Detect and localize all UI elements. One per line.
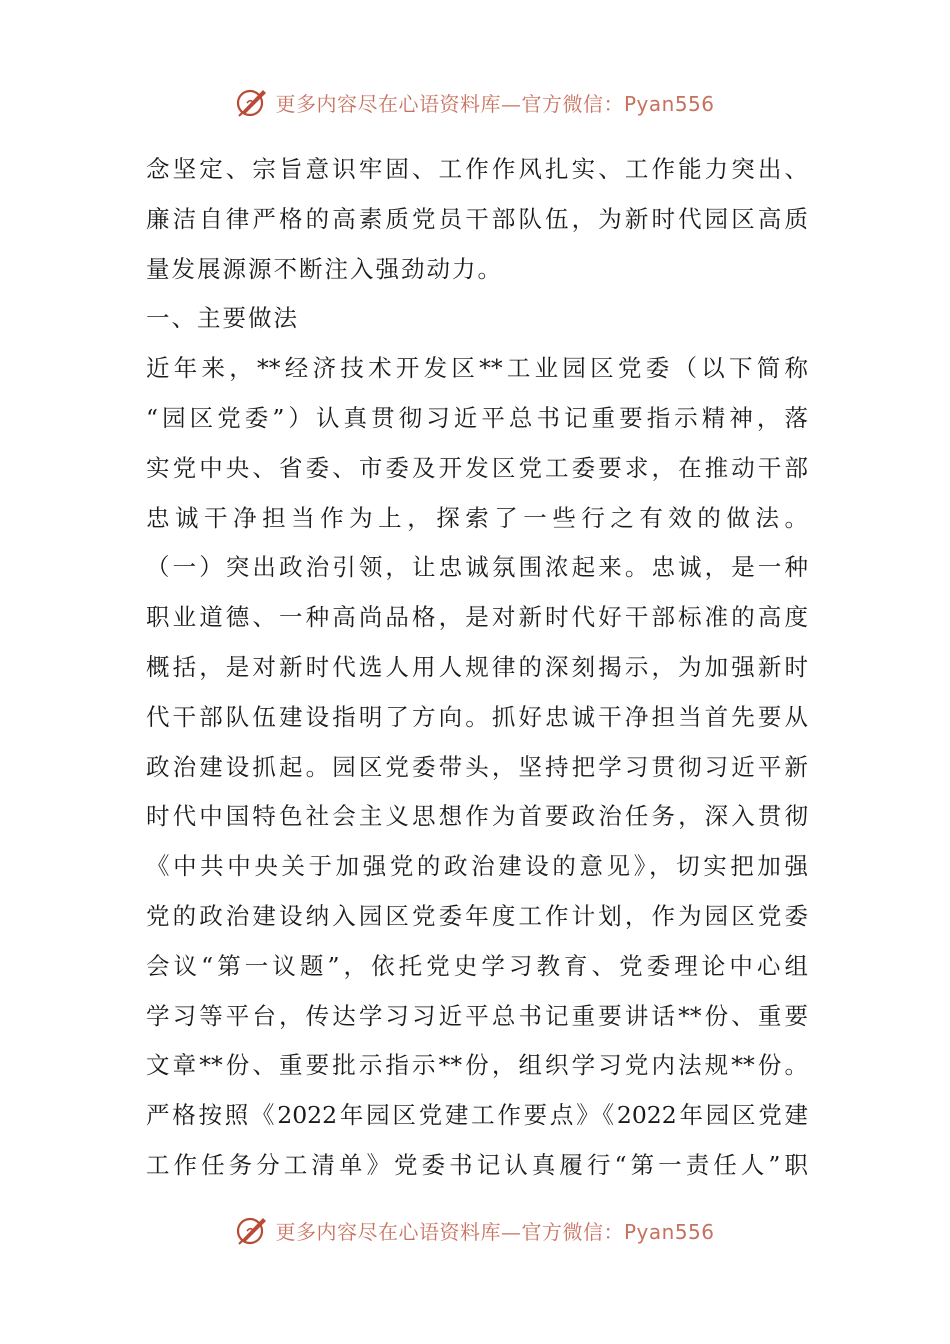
- watermark-text: 更多内容尽在心语资料库—官方微信：Pyan556: [275, 1219, 715, 1244]
- watermark-inner: [235, 85, 714, 119]
- text-line: “园区党委”）认真贯彻习近平总书记重要指示精神，落: [146, 403, 808, 432]
- text-line: 党的政治建设纳入园区党委年度工作计划，作为园区党委: [146, 901, 808, 930]
- text-line: 学习等平台，传达学习习近平总书记重要讲话**份、重要: [146, 1001, 808, 1030]
- watermark-text: 更多内容尽在心语资料库—官方微信：Pyan556: [275, 91, 715, 116]
- text-line: 工作任务分工清单》党委书记认真履行“第一责任人”职: [146, 1150, 808, 1179]
- text-line: 严格按照《2022年园区党建工作要点》《2022年园区党建: [146, 1101, 808, 1130]
- text-line: 时代中国特色社会主义思想作为首要政治任务，深入贯彻: [146, 802, 808, 831]
- text-line: 实党中央、省委、市委及开发区党工委要求，在推动干部: [146, 453, 808, 482]
- footer-watermark: [0, 1210, 950, 1250]
- text-line: 政治建设抓起。园区党委带头，坚持把学习贯彻习近平新: [146, 752, 808, 781]
- quill-pen-logo-icon: [235, 1213, 269, 1247]
- text-line: 近年来，**经济技术开发区**工业园区党委（以下简称: [146, 354, 808, 383]
- header-watermark: [0, 82, 950, 122]
- text-line: 会议“第一议题”，依托党史学习教育、党委理论中心组: [146, 951, 808, 980]
- quill-pen-logo-icon: [235, 85, 269, 119]
- watermark-inner: [235, 1213, 714, 1247]
- document-body: [146, 145, 808, 1191]
- text-line: 代干部队伍建设指明了方向。抓好忠诚干净担当首先要从: [146, 702, 808, 731]
- text-line: 忠诚干净担当作为上，探索了一些行之有效的做法。: [146, 503, 808, 532]
- text-line: 概括，是对新时代选人用人规律的深刻揭示，为加强新时: [146, 652, 808, 681]
- text-line: 量发展源源不断注入强劲动力。: [146, 254, 503, 283]
- text-line: 职业道德、一种高尚品格，是对新时代好干部标准的高度: [146, 603, 808, 632]
- section-heading: 一、主要做法: [146, 304, 299, 333]
- subsection-line: （一）突出政治引领，让忠诚氛围浓起来。忠诚，是一种: [146, 553, 808, 582]
- text-line: 念坚定、宗旨意识牢固、工作作风扎实、工作能力突出、: [146, 155, 808, 183]
- watermark-account: Pyan556: [623, 91, 715, 116]
- watermark-account: Pyan556: [623, 1219, 715, 1244]
- text-line: 《中共中央关于加强党的政治建设的意见》，切实把加强: [146, 852, 808, 881]
- text-line: 廉洁自律严格的高素质党员干部队伍，为新时代园区高质: [146, 204, 808, 233]
- text-line: 文章**份、重要批示指示**份，组织学习党内法规**份。: [146, 1051, 808, 1080]
